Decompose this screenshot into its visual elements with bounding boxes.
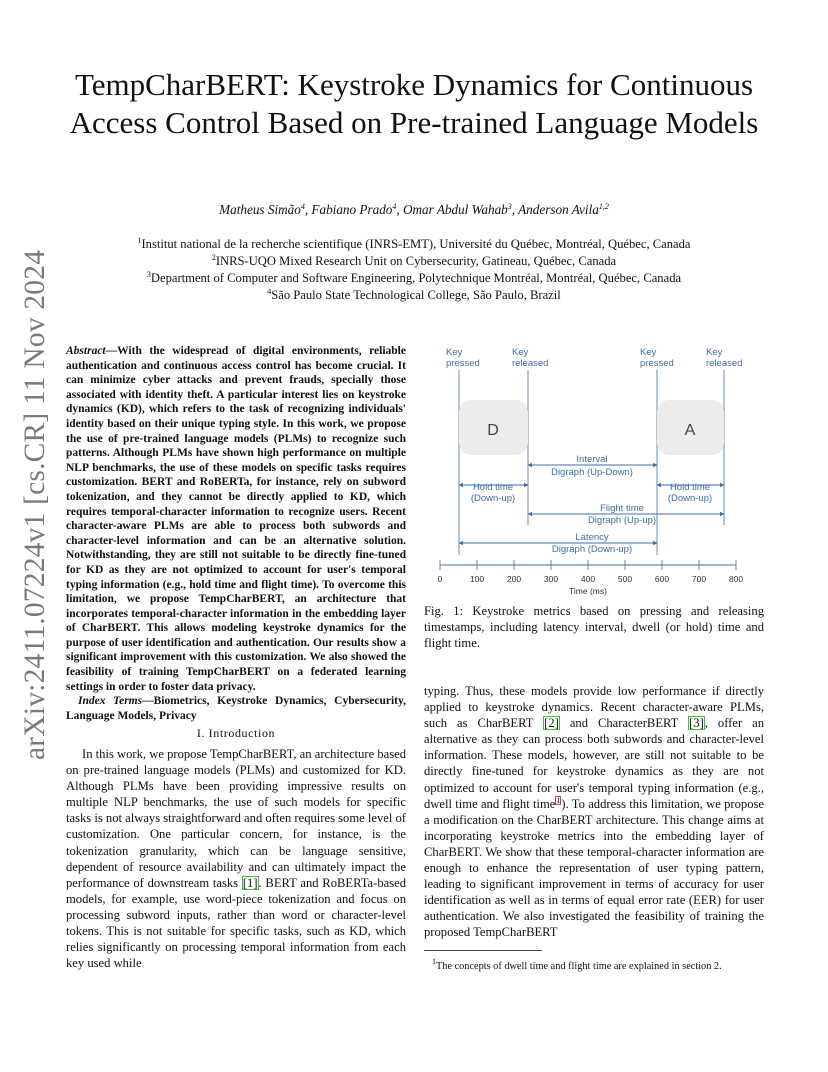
right-column-text: typing. Thus, these models provide low performance if directly applied to keystroke dynamics. Recent character-aware PLMs, such as CharBERT [2] and CharacterBERT [3], offer an alternative as they can process both subwords and character-level information. These models, however, are still not suitable to be directly fine-tuned for keystroke dynamics as they are not optimized to account for user's temporal typing information (e.g., dwell time and flight time$^1$). To address this limitation, we propose a modification on the CharBERT architecture. This change aims at incorporating keystroke metrics into the embedding layer of CharBERT. We show that these temporal-character information are enough to enhance the representation of user typing pattern, leading to significant improvement in terms of accuracy for user identification as well as in terms of equal error rate (EER) for user authentication. We also investigated the feasibility of training the proposed TempCharBERT: [424, 684, 765, 940]
footnote: $^1$The concepts of dwell time and flight time are explained in section 2.: [432, 957, 722, 972]
intro-text: In this work, we propose TempCharBERT, an architecture based on pre-trained language models (PLMs) and customized for KD. Although PLMs have been providing impressive results on multiple NLP benchmarks, the use of such models for specific tasks is not always straightforward and often requires some level of customization. One particular concern, for instance, is the tokenization granularity, which can be language sensitive, dependent of resource availability and can ultimately impact the performance of downstream tasks [1]. BERT and RoBERTa-based models, for example, use word-piece tokenization and focus on processing subword inputs, rather than word or character-level tokens. This is not suitable for specific tasks, such as KD, which relies significantly on processing temporal information from each key used while: [66, 747, 406, 971]
affiliation: $^1$Institut national de la recherche scientifique (INRS-EMT), Université du Québec, Montréal, Québec, Canada: [137, 236, 691, 251]
svg-text:300: 300: [543, 574, 559, 584]
svg-text:released: released: [512, 358, 549, 369]
svg-text:Digraph (Up-up): Digraph (Up-up): [587, 515, 657, 526]
abstract-text: —With the widespread of digital environments, reliable authentication and continuous access control has become crucial. It can minimize cyber attacks and prevent frauds, specially those associated with identity theft. A particular interest lies on keystroke dynamics (KD), which refers to the task of recognizing individuals' identity based on their unique typing style. In this work, we propose the use of pre-trained language models (PLMs) to recognize such patterns. Although PLMs have shown high performance on multiple NLP benchmarks, the use of these models on specific tasks requires customization. BERT and RoBERTa, for instance, rely on subword tokenization, and they cannot be directly applied to KD, which requires temporal-character information to recognize users. Recent character-aware PLMs are able to process both subwords and character-level information and can be an alternative solution. Notwithstanding, they are still not suitable to be directly fine-tuned for KD as they are not optimized to account for user's temporal typing information (e.g., hold time and flight time). To overcome this limitation, we propose TempCharBERT, an architecture that incorporates temporal-character information in the embedding layer of CharBERT. This allows modeling keystroke dynamics for the purpose of user identification and authentication. Our results show a significant improvement with this customization. We also showed the feasibility of training TempCharBERT on a federated learning settings in order to foster data privacy.: [66, 345, 406, 693]
author: Omar Abdul Wahab: [402, 202, 508, 217]
svg-text:Digraph (Down-up): Digraph (Down-up): [551, 544, 633, 555]
svg-text:released: released: [706, 358, 743, 369]
svg-text:(Down-up): (Down-up): [667, 493, 713, 504]
svg-text:pressed: pressed: [640, 358, 674, 369]
author: Anderson Avila: [518, 202, 599, 217]
citation-link[interactable]: [2]: [544, 716, 559, 731]
index-terms: Index Terms—Biometrics, Keystroke Dynamics, Cybersecurity, Language Models, Privacy: [66, 695, 406, 722]
svg-text:(Down-up): (Down-up): [470, 493, 516, 504]
svg-text:Hold time: Hold time: [669, 482, 711, 493]
citation-link[interactable]: [1]: [242, 875, 258, 890]
affiliation: $^3$Department of Computer and Software Engineering, Polytechnique Montréal, Montréal, Québec, Canada: [146, 270, 682, 285]
svg-text:100: 100: [469, 574, 485, 584]
svg-text:400: 400: [580, 574, 596, 584]
label-key-released-1: Key: [512, 347, 529, 358]
svg-text:D: D: [487, 422, 499, 439]
author: Matheus Simão: [219, 202, 301, 217]
svg-text:700: 700: [691, 574, 707, 584]
svg-text:Flight time: Flight time: [600, 503, 644, 514]
footnote-divider: [424, 950, 542, 951]
author: Fabiano Prado: [311, 202, 393, 217]
citation-link[interactable]: [3]: [689, 716, 704, 731]
axis-label: Time (ms): [569, 586, 607, 596]
svg-text:Hold time: Hold time: [472, 482, 514, 493]
svg-text:200: 200: [506, 574, 522, 584]
arxiv-identifier: arXiv:2411.07224v1 [cs.CR] 11 Nov 2024: [19, 249, 51, 760]
svg-text:A: A: [684, 422, 696, 439]
paper-title: TempCharBERT: Keystroke Dynamics for Continuous Access Control Based on Pre-trained Language Models: [69, 67, 759, 140]
label-key-pressed-2: Key: [640, 347, 657, 358]
keystroke-metrics-figure: [424, 340, 764, 600]
svg-text:500: 500: [617, 574, 633, 584]
author-list: Matheus Simão$^4$, Fabiano Prado$^4$, Omar Abdul Wahab$^3$, Anderson Avila$^{1,2}$: [219, 202, 609, 217]
svg-text:Interval: Interval: [576, 454, 608, 465]
label-key-released-2: Key: [706, 347, 723, 358]
svg-text:pressed: pressed: [446, 358, 480, 369]
label-key-pressed-1: Key: [446, 347, 463, 358]
svg-text:Digraph (Up-Down): Digraph (Up-Down): [551, 467, 633, 478]
footnote-link[interactable]: 1: [556, 795, 561, 805]
section-heading: I. Introduction: [196, 726, 276, 740]
affiliations: [60, 236, 768, 304]
svg-text:600: 600: [654, 574, 670, 584]
svg-text:800: 800: [728, 574, 744, 584]
svg-text:0: 0: [437, 574, 443, 584]
abstract-label: Abstract: [66, 345, 106, 357]
affiliation: $^4$São Paulo State Technological College, São Paulo, Brazil: [267, 287, 561, 302]
svg-text:Latency: Latency: [575, 532, 609, 543]
figure-caption: Fig. 1: Keystroke metrics based on pressing and releasing timestamps, including latency interval, dwell (or hold) time and flight time.: [424, 604, 764, 650]
affiliation: $^2$INRS-UQO Mixed Research Unit on Cybersecurity, Gatineau, Québec, Canada: [211, 253, 617, 268]
abstract: [66, 344, 406, 723]
